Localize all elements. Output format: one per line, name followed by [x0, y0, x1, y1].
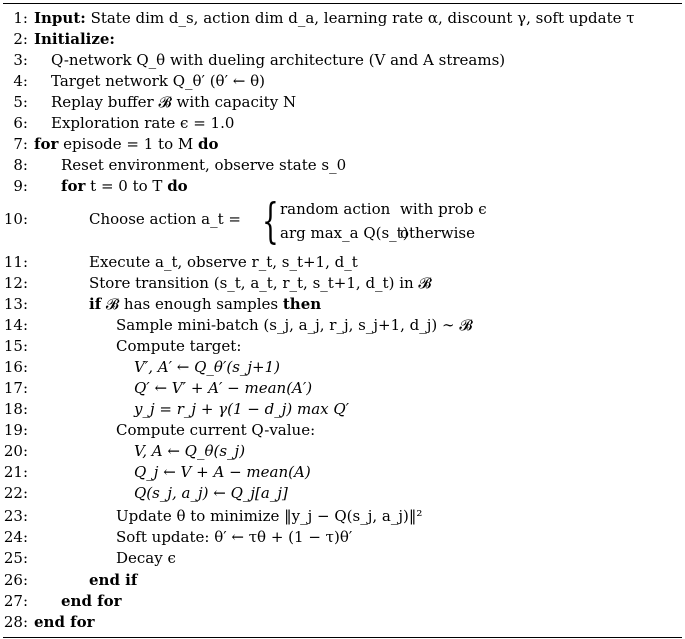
algo-line-4 [3, 71, 682, 92]
line-text: Q_j ← V + A − mean(A) [134, 463, 311, 481]
line-number: 12: [3, 274, 28, 292]
line-number: 22: [3, 484, 28, 502]
case-condition: otherwise [400, 224, 475, 242]
line-number: 3: [13, 51, 28, 69]
line-text: Store transition (s_t, a_t, r_t, s_t+1, d_t) in 𝓑 [89, 274, 432, 292]
case-action: random action [280, 200, 391, 218]
line-number: 10: [3, 210, 28, 228]
algo-line-17 [3, 378, 682, 399]
algo-line-28 [3, 612, 682, 633]
algo-line-21 [3, 462, 682, 483]
keyword-end-for: end for [61, 592, 122, 610]
line-text: Compute current Q-value: [116, 421, 316, 439]
line-text: Reset environment, observe state s_0 [61, 156, 347, 174]
algo-line-12 [3, 273, 682, 294]
line-number: 23: [3, 507, 28, 525]
algo-line-1 [3, 8, 682, 29]
line-text: y_j = r_j + γ(1 − d_j) max Q′ [134, 400, 350, 418]
algo-line-27 [3, 591, 682, 612]
line-number: 14: [3, 316, 28, 334]
line-text: V′, A′ ← Q_θ′(s_j+1) [134, 358, 281, 376]
keyword-input: Input: [34, 9, 86, 27]
line-text: Choose action a_t = [89, 210, 241, 228]
line-number: 21: [3, 463, 28, 481]
line-text: Compute target: [116, 337, 242, 355]
algo-line-3 [3, 50, 682, 71]
algo-line-15 [3, 336, 682, 357]
line-text: V, A ← Q_θ(s_j) [134, 442, 246, 460]
line-number: 27: [3, 592, 28, 610]
line-text: Soft update: θ′ ← τθ + (1 − τ)θ′ [116, 528, 353, 546]
line-number: 26: [3, 571, 28, 589]
line-number: 28: [3, 613, 28, 631]
case-action: arg max_a Q(s_t) [280, 224, 409, 242]
algo-line-25 [3, 548, 682, 569]
line-number: 7: [13, 135, 28, 153]
algo-line-22 [3, 483, 682, 504]
algo-line-5 [3, 92, 682, 113]
algo-line-16 [3, 357, 682, 378]
case-condition: with prob ϵ [400, 200, 487, 218]
line-number: 1: [13, 9, 28, 27]
keyword-for: for [61, 177, 86, 195]
line-number: 5: [13, 93, 28, 111]
algo-line-18 [3, 399, 682, 420]
line-number: 9: [13, 177, 28, 195]
line-number: 19: [3, 421, 28, 439]
line-text: Execute a_t, observe r_t, s_t+1, d_t [89, 253, 358, 271]
keyword-for: for [34, 135, 59, 153]
algorithm-block [3, 3, 682, 638]
algo-line-20 [3, 441, 682, 462]
keyword-if: if [89, 295, 102, 313]
keyword-then: then [282, 295, 322, 313]
algo-line-2 [3, 29, 682, 50]
line-number: 15: [3, 337, 28, 355]
algo-line-23 [3, 506, 682, 527]
algo-line-6 [3, 113, 682, 134]
line-text: Sample mini-batch (s_j, a_j, r_j, s_j+1, d_j) ∼ 𝓑 [116, 316, 473, 334]
line-text: t = 0 to T [85, 177, 168, 195]
line-number: 20: [3, 442, 28, 460]
line-text: Update θ to minimize ‖y_j − Q(s_j, a_j)‖² [116, 507, 423, 525]
keyword-do: do [167, 177, 188, 195]
line-number: 4: [13, 72, 28, 90]
algo-line-24 [3, 527, 682, 548]
line-text: Q-network Q_θ with dueling architecture (V and A streams) [51, 51, 506, 69]
line-number: 2: [13, 30, 28, 48]
line-text: Q(s_j, a_j) ← Q_j[a_j] [134, 484, 288, 502]
line-number: 25: [3, 549, 28, 567]
line-number: 11: [3, 253, 28, 271]
keyword-end-for: end for [34, 613, 95, 631]
algo-line-13 [3, 294, 682, 315]
keyword-do: do [198, 135, 219, 153]
line-number: 8: [13, 156, 28, 174]
line-text: State dim d_s, action dim d_a, learning rate α, discount γ, soft update τ [85, 9, 635, 27]
algo-line-8 [3, 155, 682, 176]
algo-line-14 [3, 315, 682, 336]
line-number: 13: [3, 295, 28, 313]
line-number: 16: [3, 358, 28, 376]
algo-line-9 [3, 176, 682, 197]
left-brace: { [262, 193, 279, 249]
line-text: Decay ϵ [116, 549, 176, 567]
line-text: Target network Q_θ′ (θ′ ← θ) [51, 72, 265, 90]
algo-line-26 [3, 570, 682, 591]
line-number: 17: [3, 379, 28, 397]
algo-line-19 [3, 420, 682, 441]
line-number: 6: [13, 114, 28, 132]
line-text: episode = 1 to M [58, 135, 198, 153]
algo-line-11 [3, 252, 682, 273]
algo-line-7 [3, 134, 682, 155]
line-number: 18: [3, 400, 28, 418]
keyword-end-if: end if [89, 571, 138, 589]
line-text: Exploration rate ϵ = 1.0 [51, 114, 235, 132]
line-text: Q′ ← V′ + A′ − mean(A′) [134, 379, 313, 397]
line-text: 𝓑 has enough samples [101, 295, 283, 313]
line-number: 24: [3, 528, 28, 546]
action-cases [262, 193, 562, 249]
line-text: Replay buffer 𝓑 with capacity N [51, 93, 297, 111]
keyword-initialize: Initialize: [34, 30, 115, 48]
